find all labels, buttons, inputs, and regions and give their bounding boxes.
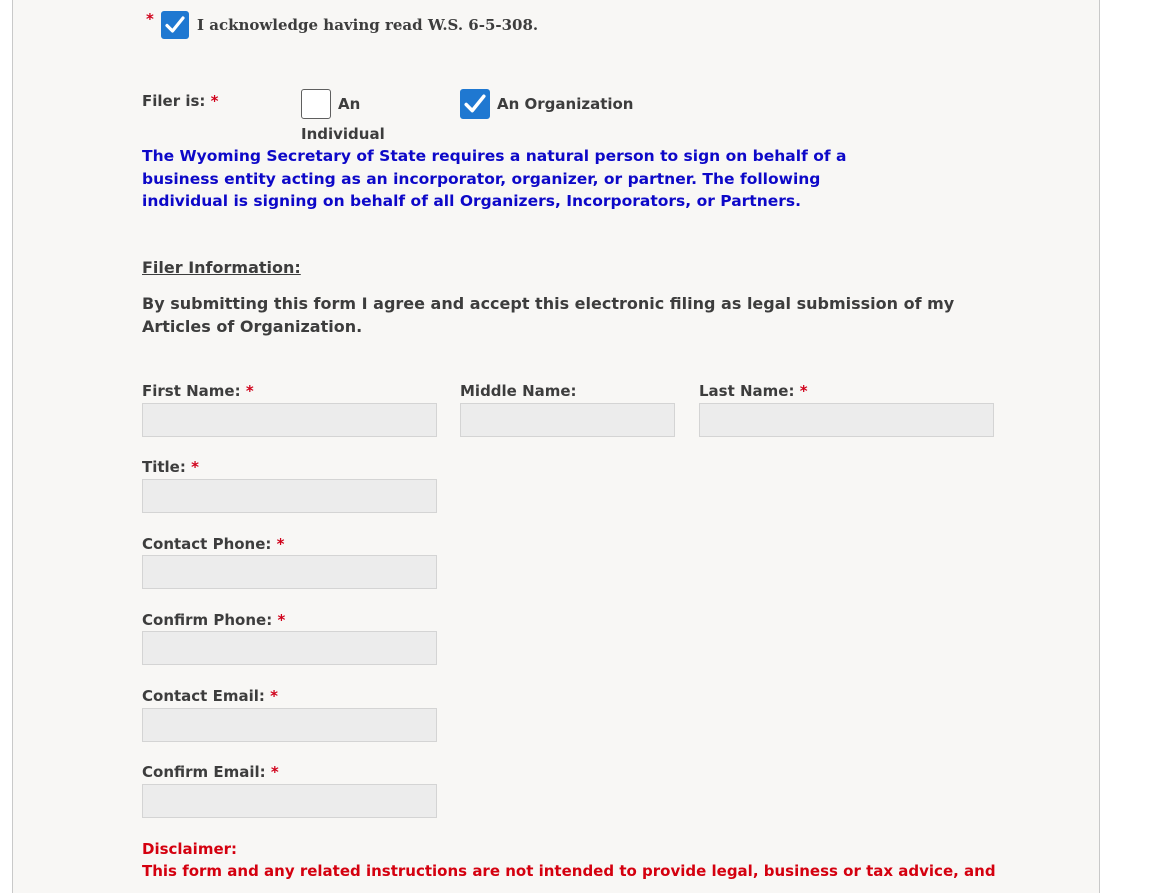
title-input[interactable] bbox=[142, 479, 437, 513]
filer-individual-label-line2: Individual bbox=[301, 125, 385, 143]
filer-individual-checkbox[interactable] bbox=[301, 89, 331, 119]
signer-notice-line: business entity acting as an incorporator, organizer, or partner. The following bbox=[142, 169, 821, 188]
last-name-label: Last Name: * bbox=[699, 382, 808, 400]
acknowledge-label: I acknowledge having read W.S. 6-5-308. bbox=[197, 16, 539, 34]
acknowledge-checkbox[interactable] bbox=[161, 11, 189, 39]
signer-notice bbox=[142, 145, 846, 213]
contact-email-input[interactable] bbox=[142, 708, 437, 742]
confirm-phone-input[interactable] bbox=[142, 631, 437, 665]
form-panel bbox=[12, 0, 1100, 893]
disclaimer-heading: Disclaimer: bbox=[142, 840, 238, 858]
confirm-phone-label: Confirm Phone: * bbox=[142, 611, 286, 629]
acknowledge-required-marker: * bbox=[146, 10, 154, 28]
contact-email-label: Contact Email: * bbox=[142, 687, 278, 705]
contact-phone-label: Contact Phone: * bbox=[142, 535, 285, 553]
middle-name-input[interactable] bbox=[460, 403, 675, 437]
confirm-email-input[interactable] bbox=[142, 784, 437, 818]
filer-agreement-text: By submitting this form I agree and accept this electronic filing as legal submission of my Articles of Organization. bbox=[142, 294, 955, 336]
first-name-label: First Name: * bbox=[142, 382, 254, 400]
contact-phone-input[interactable] bbox=[142, 555, 437, 589]
checkmark-icon bbox=[464, 93, 486, 115]
confirm-email-label: Confirm Email: * bbox=[142, 763, 279, 781]
filer-organization-label: An Organization bbox=[497, 95, 634, 113]
checkmark-icon bbox=[165, 15, 185, 35]
middle-name-label: Middle Name: bbox=[460, 382, 577, 400]
filer-information-heading: Filer Information: bbox=[142, 258, 301, 277]
first-name-input[interactable] bbox=[142, 403, 437, 437]
filer-organization-checkbox[interactable] bbox=[460, 89, 490, 119]
title-label: Title: * bbox=[142, 458, 199, 476]
filer-individual-label-line1: An bbox=[338, 95, 361, 113]
signer-notice-line: The Wyoming Secretary of State requires a natural person to sign on behalf of a bbox=[142, 147, 847, 165]
filer-is-label: Filer is: * bbox=[142, 92, 219, 110]
disclaimer-text: This form and any related instructions are not intended to provide legal, business or tax advice, and bbox=[142, 862, 996, 880]
last-name-input[interactable] bbox=[699, 403, 994, 437]
signer-notice-line: individual is signing on behalf of all Organizers, Incorporators, or Partners. bbox=[142, 192, 802, 210]
